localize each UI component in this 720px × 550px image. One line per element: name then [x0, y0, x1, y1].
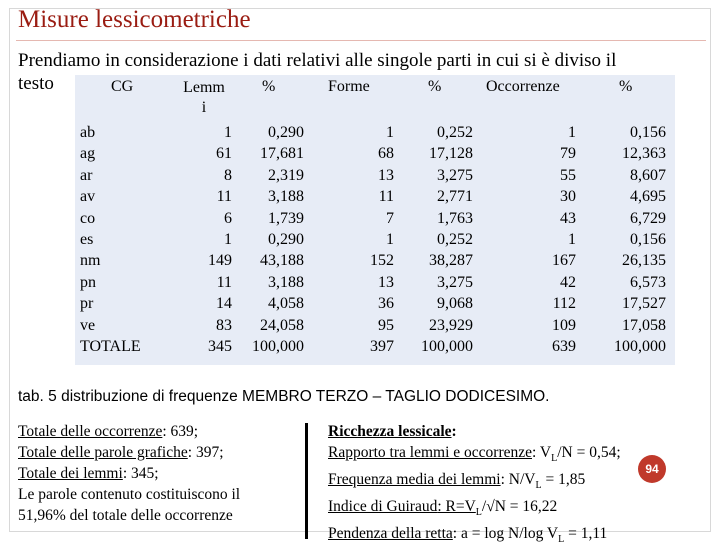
table-cell-lemmi: 11 [216, 188, 232, 206]
table-cell-forme-pct: 38,287 [429, 252, 473, 270]
table-cell-lemmi-pct: 3,188 [268, 188, 304, 206]
slope-sub: L [558, 534, 565, 546]
table-cell-forme-pct: 17,128 [429, 145, 473, 163]
table-cell-occorrenze: 639 [552, 338, 576, 356]
slope-label: Pendenza della retta [328, 525, 453, 543]
guiraud-index [328, 496, 621, 523]
title-divider [16, 40, 706, 41]
table-cell-occorrenze: 112 [552, 295, 576, 313]
table-cell-cg: nm [80, 252, 101, 270]
table-cell-forme-pct: 100,000 [421, 338, 473, 356]
guiraud-index-label: Indice di Guiraud [328, 498, 438, 516]
total-occorrenze-value: : 639; [162, 423, 199, 440]
vertical-divider [305, 423, 308, 539]
slope-b: = 1,11 [564, 525, 608, 543]
mean-frequency-sub: L [535, 480, 542, 492]
table-cell-cg: pn [80, 273, 96, 291]
table-cell-lemmi: 8 [224, 166, 232, 184]
content-words-line2: 51,96% del totale delle occorrenze [18, 507, 233, 524]
type-token-ratio-b: /N = 0,54; [557, 444, 621, 461]
table-cell-occorrenze: 42 [560, 273, 576, 291]
total-parole-grafiche-label: Totale delle parole grafiche [18, 444, 188, 461]
table-cell-lemmi: 6 [224, 209, 232, 227]
table-cell-lemmi: 14 [216, 295, 232, 313]
header-lemmi-line1: Lemm [183, 79, 225, 96]
table-cell-cg: pr [80, 295, 94, 313]
mean-frequency [328, 469, 621, 496]
table-cell-occorrenze-pct: 100,000 [614, 338, 666, 356]
header-forme-pct: % [428, 78, 442, 95]
guiraud-index-b: /√N = 16,22 [481, 498, 558, 516]
table-cell-forme-pct: 9,068 [437, 295, 473, 313]
table-cell-forme: 95 [378, 316, 394, 334]
table-cell-cg: ar [80, 166, 93, 184]
richness-heading-label: Ricchezza lessicale [328, 423, 452, 440]
table-cell-lemmi-pct: 24,058 [260, 316, 304, 334]
table-cell-lemmi-pct: 17,681 [260, 145, 304, 163]
header-lemmi-line2: i [201, 99, 207, 116]
total-parole-grafiche-value: : 397; [187, 444, 224, 461]
total-occorrenze [18, 421, 240, 442]
totals-block [18, 421, 240, 526]
header-lemmi-pct: % [262, 78, 276, 95]
table-cell-lemmi: 345 [208, 338, 232, 356]
page-title: Misure lessicometriche [18, 6, 251, 33]
table-cell-lemmi: 149 [208, 252, 232, 270]
type-token-ratio [328, 442, 621, 469]
table-cell-forme-pct: 0,252 [437, 124, 473, 141]
table-cell-lemmi: 1 [224, 231, 232, 249]
table-cell-occorrenze: 43 [560, 209, 576, 227]
total-lemmi-label: Totale dei lemmi [18, 465, 123, 482]
table-cell-forme: 68 [378, 145, 394, 163]
table-caption: tab. 5 distribuzione di frequenze MEMBRO TERZO – TAGLIO DODICESIMO. [18, 388, 550, 405]
table-cell-forme: 397 [370, 338, 394, 356]
guiraud-index-a: : R=V [437, 498, 476, 516]
total-parole-grafiche [18, 442, 240, 463]
table-cell-cg: av [80, 188, 96, 206]
table-cell-cg: co [80, 209, 96, 227]
table-cell-occorrenze: 109 [552, 316, 576, 334]
table-cell-occorrenze-pct: 0,156 [630, 231, 666, 249]
table-cell-occorrenze-pct: 17,527 [622, 295, 666, 313]
total-occorrenze-label: Totale delle occorrenze [18, 423, 163, 440]
table-cell-occorrenze: 55 [560, 166, 576, 184]
table-cell-lemmi: 61 [216, 145, 232, 163]
header-occorrenze: Occorrenze [486, 78, 560, 95]
table-cell-forme: 13 [378, 166, 394, 184]
table-cell-occorrenze-pct: 8,607 [630, 166, 666, 184]
table-cell-forme: 7 [386, 209, 394, 227]
table-cell-forme-pct: 2,771 [437, 188, 473, 206]
lexical-richness-block [328, 421, 621, 550]
total-lemmi [18, 463, 240, 484]
table-cell-cg: ve [80, 316, 96, 334]
table-cell-forme-pct: 1,763 [437, 209, 473, 227]
table-cell-occorrenze: 79 [560, 145, 576, 163]
table-cell-occorrenze-pct: 4,695 [630, 188, 666, 206]
table-cell-cg: es [80, 231, 94, 249]
table-cell-occorrenze-pct: 26,135 [622, 252, 666, 270]
table-cell-forme: 36 [378, 295, 394, 313]
header-lemmi [175, 78, 233, 118]
type-token-ratio-a: : V [532, 444, 552, 461]
table-cell-occorrenze: 167 [552, 252, 576, 270]
table-cell-occorrenze: 30 [560, 188, 576, 206]
richness-heading [328, 421, 621, 442]
table-cell-lemmi: 83 [216, 316, 232, 334]
type-token-ratio-sub: L [551, 453, 558, 465]
slope [328, 523, 621, 550]
table-cell-forme: 1 [386, 124, 394, 141]
mean-frequency-b: = 1,85 [541, 471, 586, 489]
table-cell-forme: 1 [386, 231, 394, 249]
slope-a: : a = log N/log V [452, 525, 559, 543]
header-occorrenze-pct: % [619, 78, 633, 95]
table-cell-occorrenze-pct: 17,058 [622, 316, 666, 334]
column-forme-pct [400, 122, 473, 357]
table-cell-forme-pct: 3,275 [437, 273, 473, 291]
header-cg: CG [111, 78, 134, 95]
table-cell-occorrenze-pct: 0,156 [630, 124, 666, 141]
column-occorrenze-pct [590, 122, 666, 357]
header-forme: Forme [328, 78, 370, 95]
table-cell-occorrenze: 1 [568, 231, 576, 249]
table-cell-cg: ab [80, 124, 96, 141]
table-cell-lemmi-pct: 0,290 [268, 231, 304, 249]
table-cell-lemmi: 11 [216, 273, 232, 291]
table-cell-lemmi: 1 [224, 124, 232, 141]
guiraud-index-sub: L [475, 507, 482, 519]
type-token-ratio-label: Rapporto tra lemmi e occorrenze [328, 444, 532, 461]
table-cell-occorrenze: 1 [568, 124, 576, 141]
table-cell-forme: 13 [378, 273, 394, 291]
table-cell-occorrenze-pct: 6,729 [630, 209, 666, 227]
table-cell-forme: 11 [378, 188, 394, 206]
table-cell-lemmi-pct: 2,319 [268, 166, 304, 184]
content-words-line1: Le parole contenuto costituiscono il [18, 486, 241, 503]
mean-frequency-a: : N/V [500, 471, 536, 489]
column-forme [330, 122, 394, 357]
total-lemmi-value: : 345; [122, 465, 159, 482]
table-cell-occorrenze-pct: 12,363 [622, 145, 666, 163]
table-cell-lemmi-pct: 100,000 [252, 338, 304, 356]
table-cell-lemmi-pct: 3,188 [268, 273, 304, 291]
table-cell-lemmi-pct: 4,058 [268, 295, 304, 313]
table-cell-lemmi-pct: 0,290 [268, 124, 304, 141]
column-lemmi [170, 122, 232, 357]
richness-heading-colon: : [451, 423, 457, 440]
table-cell-forme-pct: 23,929 [429, 316, 473, 334]
table-cell-forme-pct: 0,252 [437, 231, 473, 249]
column-occorrenze [500, 122, 576, 357]
table-cell-lemmi-pct: 1,739 [268, 209, 304, 227]
table-cell-occorrenze-pct: 6,573 [630, 273, 666, 291]
table-cell-forme-pct: 3,275 [437, 166, 473, 184]
column-cg [80, 122, 141, 357]
page-number-badge: 94 [638, 455, 666, 483]
table-cell-lemmi-pct: 43,188 [260, 252, 304, 270]
column-lemmi-pct [240, 122, 304, 357]
table-cell-cg: TOTALE [80, 338, 141, 356]
intro-line-1: Prendiamo in considerazione i dati relativi alle singole parti in cui si è diviso il [18, 50, 617, 71]
intro-line-2: testo [18, 73, 54, 94]
mean-frequency-label: Frequenza media dei lemmi [328, 471, 501, 489]
table-cell-forme: 152 [370, 252, 394, 270]
table-cell-cg: ag [80, 145, 96, 163]
